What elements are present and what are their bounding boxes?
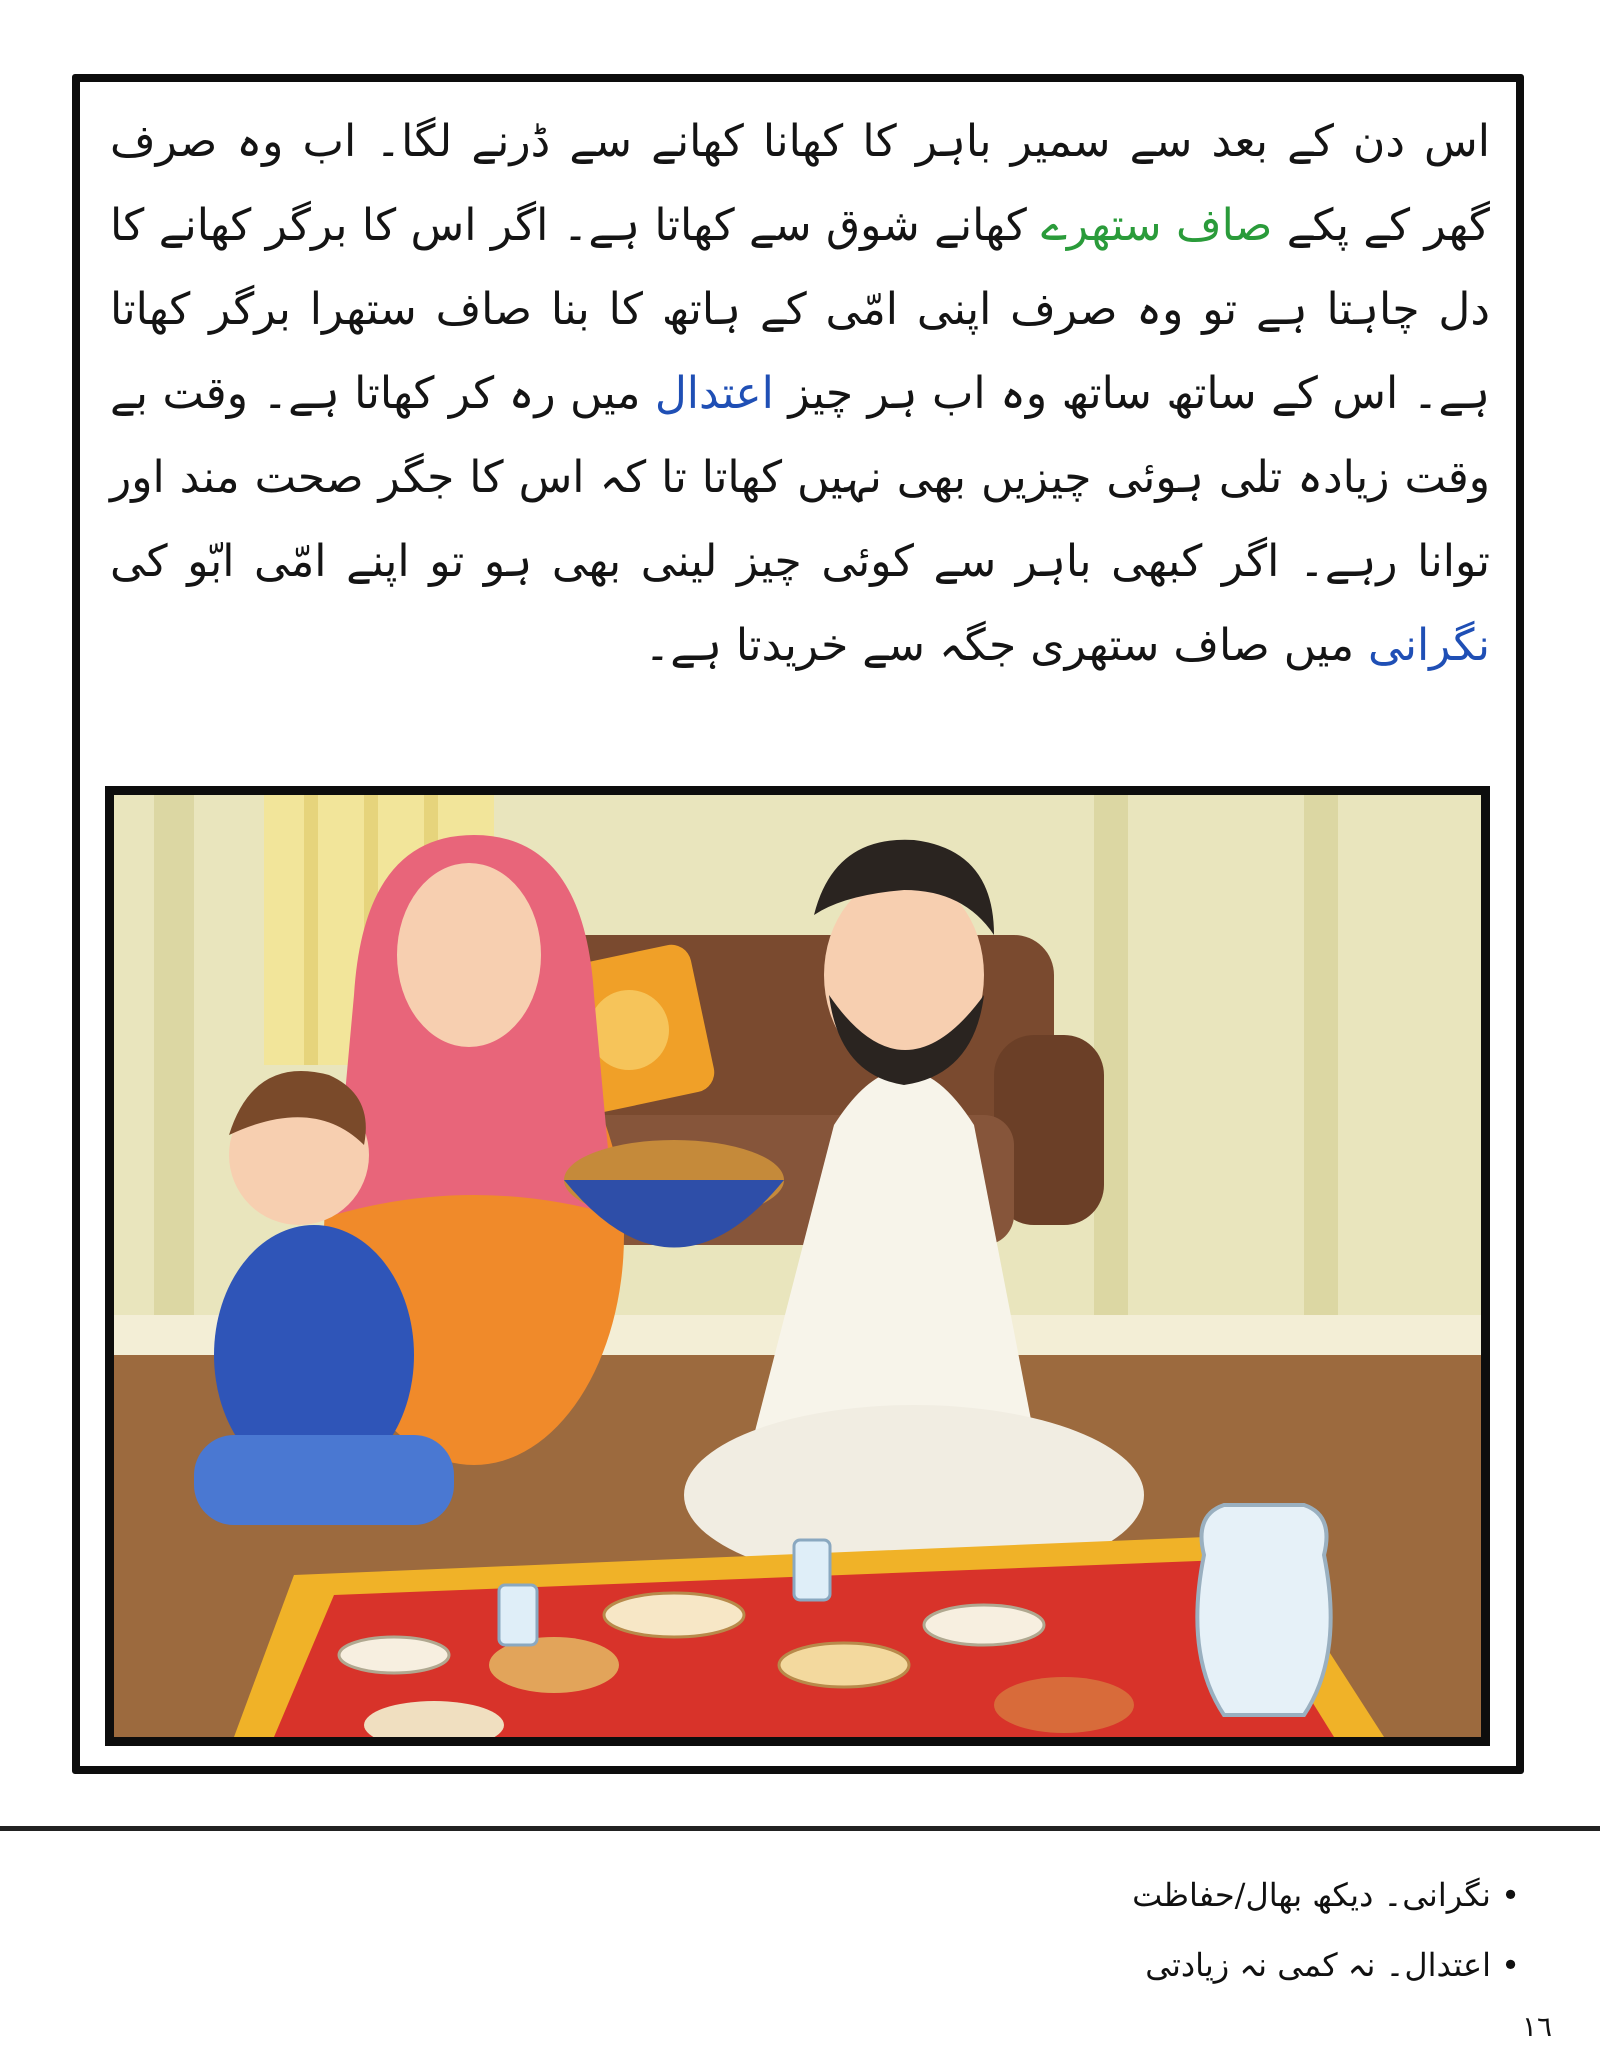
- highlight-saaf-suthre: صاف ستھرے: [1041, 200, 1273, 251]
- highlight-nigrani: نگرانی: [1368, 620, 1490, 671]
- glossary: [720, 1860, 1520, 2000]
- story-text-2: کھانے شوق سے کھاتا ہے۔ اگر اس کا برگر کھانے کا دل چاہتا ہے تو وہ صرف اپنی امّی کے ہاتھ کا بنا صاف ستھرا برگر کھاتا ہے۔ اس کے ساتھ ساتھ وہ اب ہر چیز: [110, 200, 1490, 419]
- glossary-item-etidal: • اعتدال۔ نہ کمی نہ زیادتی: [1145, 1946, 1520, 1984]
- illustration-svg: [114, 795, 1481, 1737]
- highlight-etidal: اعتدال: [654, 368, 774, 419]
- family-meal-illustration: [105, 786, 1490, 1746]
- story-text-4: میں صاف ستھری جگہ سے خریدتا ہے۔: [644, 620, 1369, 671]
- story-text-3: میں رہ کر کھاتا ہے۔ وقت بے وقت زیادہ تلی ہوئی چیزیں بھی نہیں کھاتا تا کہ اس کا جگر صحت مند اور توانا رہے۔ اگر کبھی باہر سے کوئی چیز لینی بھی ہو تو اپنے امّی ابّو کی: [110, 368, 1490, 587]
- story-paragraph: [110, 100, 1490, 688]
- page-number: ١٦: [1522, 2010, 1553, 2043]
- footer-divider: [0, 1826, 1600, 1831]
- glossary-item-nigrani: • نگرانی۔ دیکھ بھال/حفاظت: [1132, 1876, 1520, 1914]
- story-text-1: اس دن کے بعد سے سمیر باہر کا کھانا کھانے سے ڈرنے لگا۔ اب وہ صرف گھر کے پکے: [110, 116, 1490, 251]
